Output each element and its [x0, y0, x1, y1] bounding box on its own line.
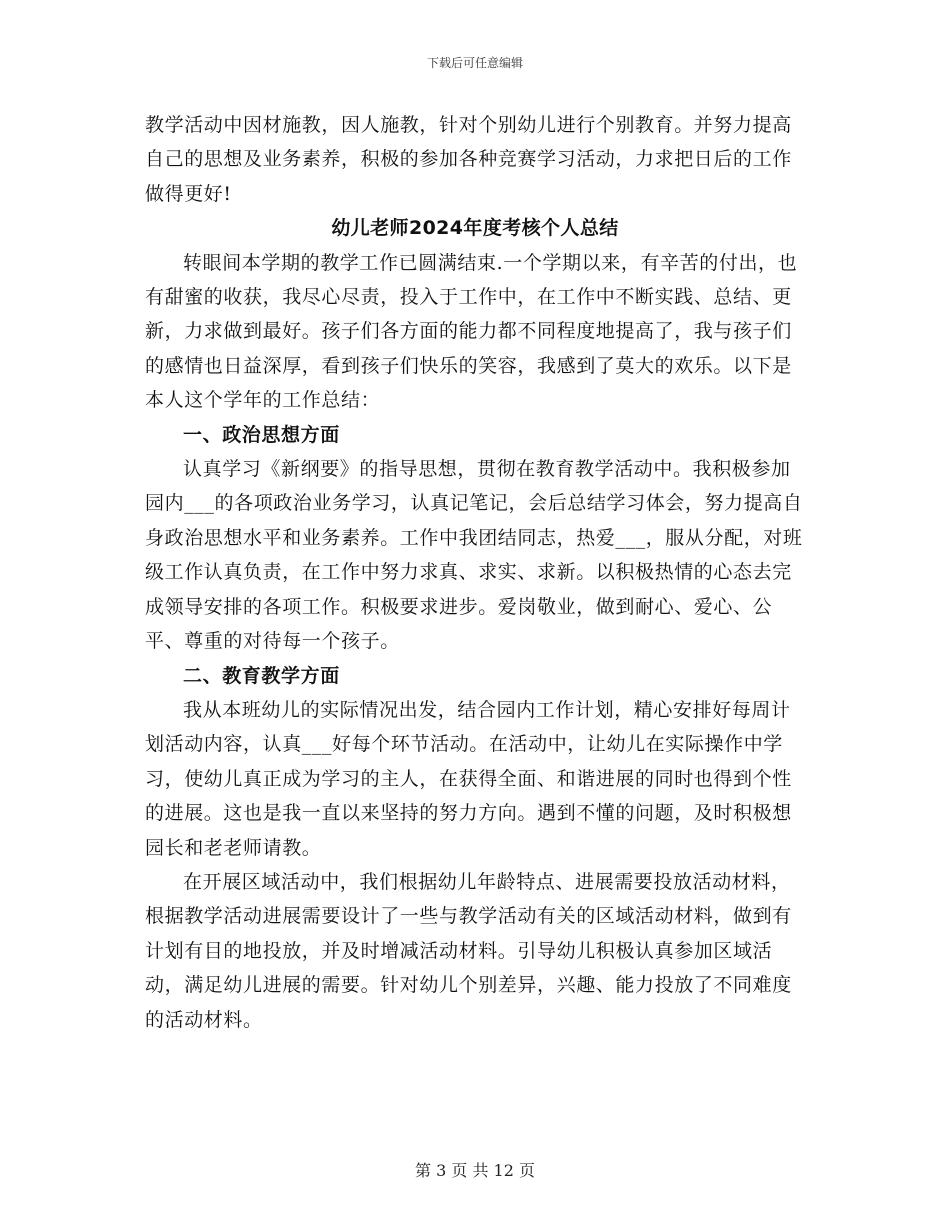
summary-paragraph: 转眼间本学期的教学工作已圆满结束.一个学期以来，有辛苦的付出，也有甜蜜的收获，我尽心尽责，投入于工作中，在工作中不断实践、总结、更新，力求做到最好。孩子们各方面的能力都不同程度地提高了，我与孩子们的感情也日益深厚，看到孩子们快乐的笑容，我感到了莫大的欢乐。以下是本人这个学年的工作总结：	[145, 251, 798, 412]
area-activity-paragraph: 在开展区域活动中，我们根据幼儿年龄特点、进展需要投放活动材料，根据教学活动进展需要设计了一些与教学活动有关的区域活动材料，做到有计划有目的地投放，并及时增减活动材料。引导幼儿积极认真参加区域活动，满足幼儿进展的需要。针对幼儿个别差异，兴趣、能力投放了不同难度的活动材料。	[145, 870, 792, 1031]
section-heading-teaching: 二、教育教学方面	[183, 664, 340, 687]
document-title: 幼儿老师2024年度考核个人总结	[331, 217, 619, 240]
politics-paragraph: 认真学习《新纲要》的指导思想，贯彻在教育教学活动中。我积极参加园内___的各项政治业务学习，认真记笔记，会后总结学习体会，努力提高自身政治思想水平和业务素养。工作中我团结同志，热爱___，服从分配，对班级工作认真负责，在工作中努力求真、求实、求新。以积极热情的心态去完成领导安排的各项工作。积极要求进步。爱岗敬业，做到耐心、爱心、公平、尊重的对待每一个孩子。	[145, 458, 803, 653]
intro-paragraph: 教学活动中因材施教，因人施教，针对个别幼儿进行个别教育。并努力提高自己的思想及业务素养，积极的参加各种竞赛学习活动，力求把日后的工作做得更好!	[145, 114, 792, 205]
page-number: 第 3 页 共 12 页	[415, 1161, 535, 1180]
teaching-paragraph: 我从本班幼儿的实际情况出发，结合园内工作计划，精心安排好每周计划活动内容，认真___好每个环节活动。在活动中，让幼儿在实际操作中学习，使幼儿真正成为学习的主人，在获得全面、和谐进展的同时也得到个性的进展。这也是我一直以来坚持的努力方向。遇到不懂的问题，及时积极想园长和老老师请教。	[145, 698, 792, 859]
section-heading-politics: 一、政治思想方面	[183, 423, 340, 446]
document-body	[145, 108, 805, 1037]
page-header: 下载后可任意编辑	[426, 56, 523, 70]
